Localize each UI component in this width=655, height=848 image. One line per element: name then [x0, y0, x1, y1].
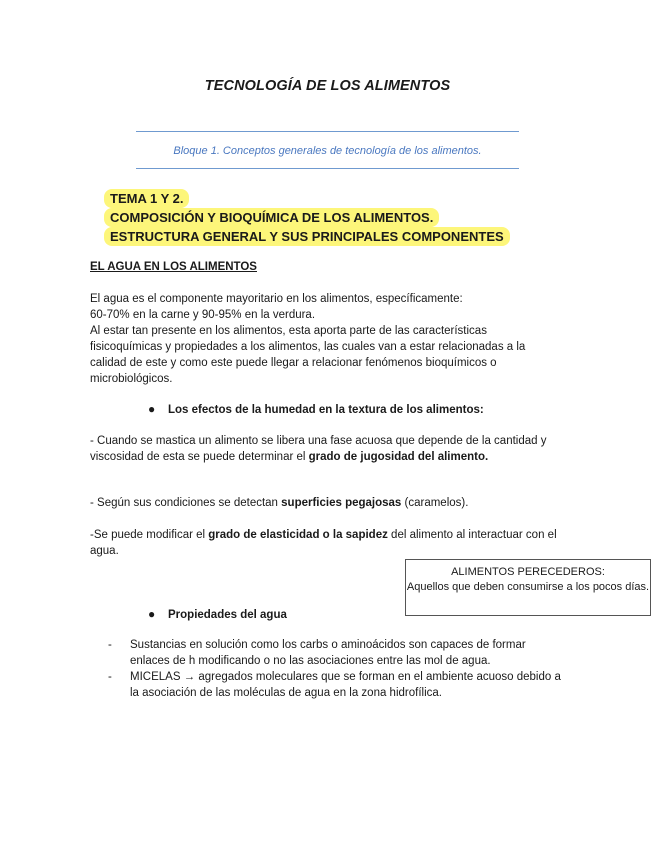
effect-stickiness-text: - Según sus condiciones se detectan: [90, 497, 282, 509]
highlight-line-structure: ESTRUCTURA GENERAL Y SUS PRINCIPALES COMPONENTES: [104, 227, 510, 246]
highlight-line-composition: COMPOSICIÓN Y BIOQUÍMICA DE LOS ALIMENTOS.: [104, 208, 439, 227]
effect-stickiness-end: (caramelos).: [401, 497, 469, 509]
document-title: TECNOLOGÍA DE LOS ALIMENTOS: [204, 78, 451, 94]
perishable-box-heading: ALIMENTOS PERECEDEROS:: [451, 566, 605, 578]
highlight-line-topic: TEMA 1 Y 2.: [104, 189, 189, 208]
section-heading: EL AGUA EN LOS ALIMENTOS: [90, 261, 257, 273]
document-subtitle: Bloque 1. Conceptos generales de tecnología de los alimentos.: [173, 145, 482, 157]
water-properties-list: [108, 637, 568, 701]
effect-elasticity-text: -Se puede modificar el: [90, 529, 209, 541]
subtitle-bottom-rule: [136, 168, 519, 169]
bullet-humidity-label: Los efectos de la humedad en la textura de los alimentos:: [168, 404, 484, 416]
effect-stickiness: [90, 495, 560, 511]
effect-elasticity: [90, 527, 560, 559]
bullet-dot-icon: ●: [148, 402, 156, 416]
intro-paragraph: [90, 291, 560, 387]
list-item: [108, 669, 568, 701]
effect-stickiness-bold: superficies pegajosas: [281, 497, 402, 509]
intro-line-2: 60-70% en la carne y 90-95% en la verdura.: [90, 309, 316, 321]
dash-marker: -: [108, 671, 112, 683]
list-item: [108, 637, 568, 669]
bullet-dot-icon: ●: [148, 607, 156, 621]
effect-elasticity-bold: grado de elasticidad o la sapidez: [208, 529, 388, 541]
dash-marker: -: [108, 639, 112, 651]
perishable-foods-box: [405, 559, 651, 616]
perishable-box-text: Aquellos que deben consumirse a los pocos días.: [406, 581, 650, 593]
list-item-text: MICELAS → agregados moleculares que se forman en el ambiente acuoso debido a la asociación de las moléculas de agua en la zona hidrofílica.: [130, 671, 561, 699]
bullet-water-label: Propiedades del agua: [168, 609, 287, 621]
list-item-text: Sustancias en solución como los carbs o aminoácidos son capaces de formar enlaces de h modificando o no las asociaciones entre las mol de agua.: [130, 639, 526, 667]
bullet-humidity-effects: [148, 402, 484, 416]
effect-elasticity-end: del alimento al interactuar con el agua.: [90, 529, 557, 557]
effect-juiciness-bold: grado de jugosidad del alimento.: [308, 451, 489, 463]
intro-line-1: El agua es el componente mayoritario en los alimentos, específicamente:: [90, 293, 463, 305]
intro-line-3: Al estar tan presente en los alimentos, esta aporta parte de las características fisicoquímicas y propiedades a los alimentos, las cuales van a estar relacionadas a la calidad de este y como este puede llegar a relacionar fenómenos bioquímicos o microbiológicos.: [90, 325, 526, 385]
bullet-water-properties: [148, 607, 287, 621]
subtitle-top-rule: [136, 131, 519, 132]
effect-juiciness-text: - Cuando se mastica un alimento se libera una fase acuosa que depende de la cantidad y viscosidad de esta se puede determinar el: [90, 435, 547, 463]
effect-juiciness: [90, 433, 560, 465]
